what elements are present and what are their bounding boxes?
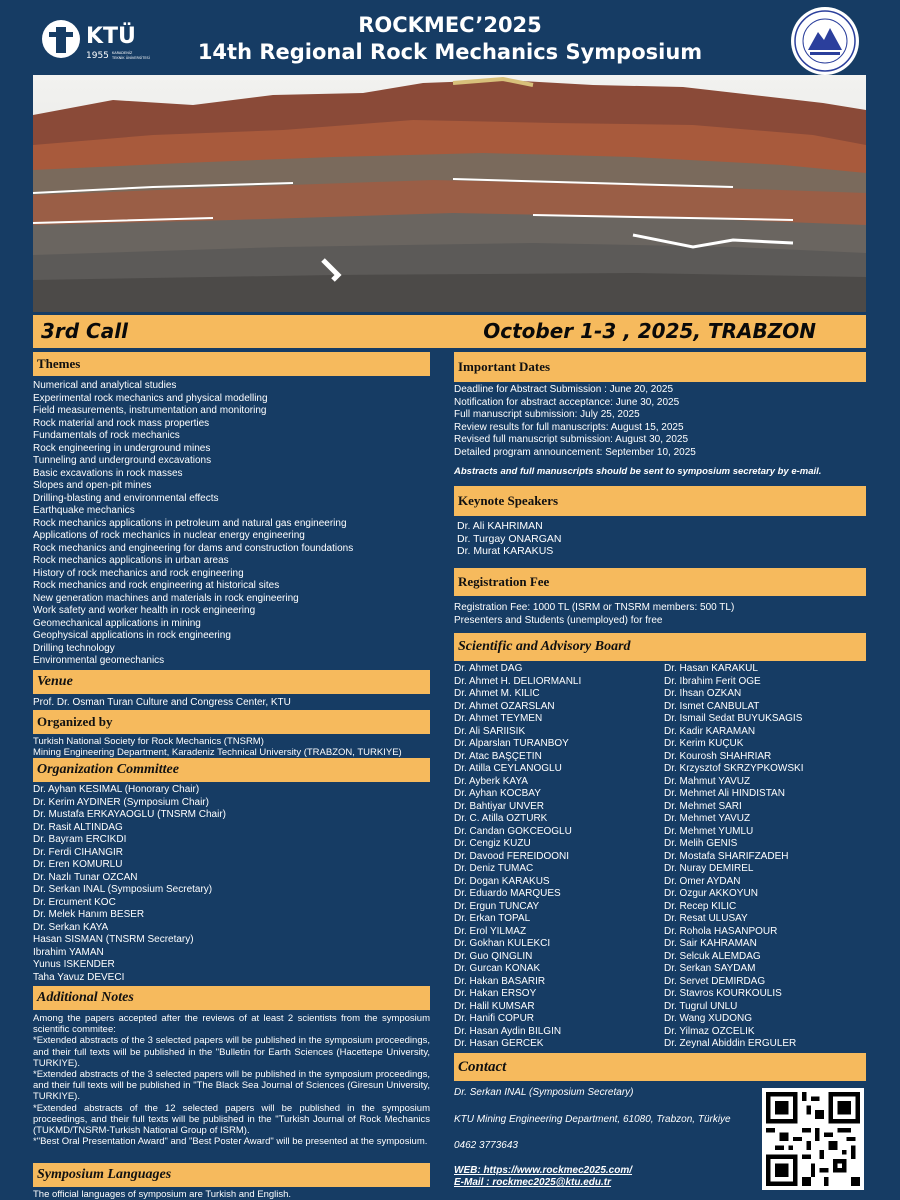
keynote-heading: Keynote Speakers	[454, 486, 866, 516]
board-member: Dr. Hanifi COPUR	[454, 1013, 535, 1024]
notes-heading: Additional Notes	[33, 986, 430, 1010]
note-paragraph: *"Best Oral Presentation Award" and "Best Poster Award" will be presented at the symposium.	[33, 1136, 428, 1148]
theme-item: Earthquake mechanics	[33, 505, 135, 516]
board-member: Dr. Mostafa SHARIFZADEH	[664, 850, 789, 862]
date-item: Deadline for Abstract Submission : June 20, 2025	[454, 384, 674, 395]
board-member: Dr. Kadir KARAMAN	[664, 725, 756, 737]
committee-list	[33, 784, 430, 984]
board-column-1	[454, 663, 664, 1051]
board-member: Dr. Erol YILMAZ	[454, 925, 527, 937]
languages-text: The official languages of symposium are Turkish and English.	[33, 1189, 292, 1200]
fee-section	[454, 568, 866, 627]
call-banner	[33, 315, 866, 348]
contact-heading: Contact	[454, 1053, 866, 1081]
venue-text: Prof. Dr. Osman Turan Culture and Congress Center, KTU	[33, 697, 291, 708]
website-link[interactable]: WEB: https://www.rockmec2025.com/	[454, 1164, 633, 1176]
board-member: Dr. Ismail Sedat BUYUKSAGIS	[664, 713, 803, 724]
board-member: Dr. Kerim KUÇUK	[664, 738, 744, 749]
title-line2: 14th Regional Rock Mechanics Symposium	[197, 40, 703, 64]
theme-item: Geomechanical applications in mining	[33, 617, 201, 629]
theme-item: Rock mechanics applications in petroleum and natural gas engineering	[33, 517, 347, 529]
board-section	[454, 633, 866, 1049]
committee-member: Hasan SISMAN (TNSRM Secretary)	[33, 934, 194, 945]
board-member: Dr. Ozgur AKKOYUN	[664, 888, 758, 899]
keynote-speaker: Dr. Turgay ONARGAN	[457, 532, 562, 545]
fee-line: Registration Fee: 1000 TL (ISRM or TNSRM members: 500 TL)	[454, 602, 735, 613]
organizer-line: Mining Engineering Department, Karadeniz Technical University (TRABZON, TURKIYE)	[33, 747, 402, 759]
board-member: Dr. Ahmet TEYMEN	[454, 713, 543, 724]
theme-item: Tunneling and underground excavations	[33, 455, 212, 466]
board-member: Dr. Hasan Aydin BILGIN	[454, 1025, 562, 1037]
committee-member: Dr. Nazlı Tunar OZCAN	[33, 871, 138, 883]
page-title	[0, 12, 900, 66]
board-member: Dr. Hakan ERSOY	[454, 988, 537, 999]
languages-heading: Symposium Languages	[33, 1163, 430, 1187]
keynote-speaker: Dr. Ali KAHRIMAN	[457, 520, 543, 532]
contact-phone: 0462 3773643	[454, 1140, 518, 1151]
theme-item: Rock mechanics and engineering for dams and construction foundations	[33, 542, 354, 554]
board-member: Dr. Atac BAŞÇETIN	[454, 750, 542, 762]
board-member: Dr. Selcuk ALEMDAG	[664, 950, 761, 962]
committee-member: Dr. Serkan INAL (Symposium Secretary)	[33, 884, 213, 895]
board-member: Dr. Tugrul UNLU	[664, 1000, 738, 1012]
board-member: Dr. Servet DEMIRDAG	[664, 975, 766, 987]
note-paragraph: *Extended abstracts of the 12 selected papers will be published in the symposium proceedings, and their full texts will be published in the "Turkish Journal of Rock Mechanics (TUKMD/TNSRM-Turkish National Group of ISRM).	[33, 1102, 430, 1137]
dates-note: Abstracts and full manuscripts should be sent to symposium secretary by e-mail.	[454, 466, 822, 477]
board-member: Dr. Rohola HASANPOUR	[664, 925, 778, 937]
theme-item: Geophysical applications in rock engineering	[33, 630, 231, 641]
board-member: Dr. Omer AYDAN	[664, 875, 741, 887]
board-member: Dr. Sair KAHRAMAN	[664, 938, 757, 949]
board-column-2	[664, 663, 866, 1051]
keynote-section	[454, 486, 866, 558]
theme-item: Drilling technology	[33, 642, 115, 654]
board-member: Dr. Wang XUDONG	[664, 1013, 752, 1024]
board-member: Dr. C. Atilla OZTURK	[454, 813, 548, 824]
theme-item: Drilling-blasting and environmental effects	[33, 492, 219, 504]
board-member: Dr. Hakan BASARIR	[454, 975, 546, 987]
board-member: Dr. Deniz TUMAC	[454, 863, 534, 874]
committee-member: Dr. Mustafa ERKAYAOGLU (TNSRM Chair)	[33, 809, 226, 820]
board-member: Dr. Ahmet M. KILIC	[454, 688, 540, 699]
logo-sub2: TEKNİK ÜNİVERSİTESİ	[112, 56, 150, 60]
board-member: Dr. Ali SARIISIK	[454, 725, 526, 737]
organized-section	[33, 710, 430, 758]
theme-item: Rock mechanics applications in urban areas	[33, 555, 229, 566]
venue-section	[33, 670, 430, 710]
board-member: Dr. Serkan SAYDAM	[664, 963, 756, 974]
theme-item: Field measurements, instrumentation and monitoring	[33, 405, 267, 416]
board-member: Dr. Kourosh SHAHRIAR	[664, 750, 772, 762]
board-member: Dr. Zeynal Abiddin ERGULER	[664, 1038, 797, 1049]
note-paragraph: *Extended abstracts of the 3 selected papers will be published in the symposium proceedings, and their full texts will be published in "The Black Sea Journal of Sciences (Giresun University, TURKIYE).	[33, 1069, 430, 1103]
committee-section	[33, 758, 430, 984]
board-member: Dr. Atilla CEYLANOGLU	[454, 763, 562, 774]
theme-item: Rock mechanics and rock engineering at historical sites	[33, 580, 280, 591]
board-member: Dr. Gurcan KONAK	[454, 963, 541, 974]
board-member: Dr. Hasan GERCEK	[454, 1038, 544, 1049]
contact-name: Dr. Serkan INAL (Symposium Secretary)	[454, 1087, 634, 1098]
board-member: Dr. Hasan KARAKUL	[664, 663, 758, 674]
board-member: Dr. Recep KILIC	[664, 900, 737, 912]
board-member: Dr. Krzysztof SKRZYPKOWSKI	[664, 763, 804, 774]
committee-member: Dr. Melek Hanım BESER	[33, 909, 145, 920]
themes-section	[33, 352, 430, 668]
venue-heading: Venue	[33, 670, 430, 694]
board-member: Dr. Yilmaz OZCELIK	[664, 1025, 755, 1037]
dates-list	[454, 384, 866, 459]
notes-text	[33, 1013, 430, 1147]
committee-member: Dr. Ferdi CIHANGIR	[33, 846, 124, 858]
board-member: Dr. Ayhan KOCBAY	[454, 788, 541, 799]
qr-code-icon[interactable]	[762, 1088, 864, 1190]
quarry-photo	[33, 75, 866, 312]
society-seal-icon	[790, 6, 860, 76]
organizer-line: Turkish National Society for Rock Mechanics (TNSRM)	[33, 736, 264, 747]
board-member: Dr. Mahmut YAVUZ	[664, 775, 751, 787]
board-member: Dr. Ahmet OZARSLAN	[454, 700, 555, 712]
board-member: Dr. Mehmet Ali HINDISTAN	[664, 788, 785, 799]
date-item: Revised full manuscript submission: August 30, 2025	[454, 434, 689, 445]
board-member: Dr. Mehmet SARI	[664, 800, 742, 812]
board-member: Dr. Nuray DEMIREL	[664, 863, 754, 874]
committee-member: Dr. Eren KOMURLU	[33, 859, 123, 870]
board-member: Dr. Davood FEREIDOONI	[454, 850, 570, 862]
theme-item: Rock engineering in underground mines	[33, 442, 211, 454]
board-member: Dr. Bahtiyar UNVER	[454, 800, 545, 812]
themes-list	[33, 380, 430, 668]
board-member: Dr. Stavros KOURKOULIS	[664, 988, 782, 999]
board-member: Dr. Eduardo MARQUES	[454, 888, 561, 899]
title-line1: ROCKMEC’2025	[358, 13, 542, 37]
dates-heading: Important Dates	[454, 352, 866, 382]
theme-item: New generation machines and materials in rock engineering	[33, 592, 299, 604]
fee-line: Presenters and Students (unemployed) for free	[454, 614, 663, 626]
committee-member: Yunus ISKENDER	[33, 959, 115, 970]
committee-member: Dr. Ercument KOC	[33, 896, 116, 908]
fee-heading: Registration Fee	[454, 568, 866, 596]
theme-item: History of rock mechanics and rock engineering	[33, 567, 244, 579]
committee-member: Dr. Kerim AYDINER (Symposium Chair)	[33, 796, 209, 808]
board-member: Dr. Melih GENIS	[664, 838, 738, 849]
theme-item: Experimental rock mechanics and physical modelling	[33, 392, 268, 404]
theme-item: Applications of rock mechanics in nuclear energy engineering	[33, 530, 305, 541]
board-member: Dr. Erkan TOPAL	[454, 913, 531, 924]
board-member: Dr. Dogan KARAKUS	[454, 875, 550, 887]
theme-item: Rock material and rock mass properties	[33, 417, 210, 429]
board-member: Dr. Ismet CANBULAT	[664, 700, 760, 712]
theme-item: Work safety and worker health in rock engineering	[33, 605, 256, 616]
logo-text: KTÜ	[86, 24, 136, 49]
date-item: Notification for abstract acceptance: June 30, 2025	[454, 396, 680, 408]
board-member: Dr. Ibrahim Ferit OGE	[664, 675, 761, 687]
organized-heading: Organized by	[33, 710, 430, 734]
committee-member: Dr. Serkan KAYA	[33, 921, 109, 933]
board-member: Dr. Candan GOKCEOGLU	[454, 825, 572, 837]
date-item: Review results for full manuscripts: August 15, 2025	[454, 421, 684, 433]
date-item: Full manuscript submission: July 25, 2025	[454, 409, 640, 420]
note-paragraph: *Extended abstracts of the 3 selected papers will be published in the symposium proceedings, and their full texts will be published in the "Bulletin for Earth Sciences (Hacettepe University, TURKIYE).	[33, 1035, 430, 1069]
board-member: Dr. Ihsan OZKAN	[664, 688, 742, 699]
board-member: Dr. Mehmet YAVUZ	[664, 813, 751, 824]
committee-member: Dr. Ayhan KESIMAL (Honorary Chair)	[33, 784, 200, 795]
event-date-location: October 1-3 , 2025, TRABZON	[483, 319, 816, 343]
logo-sub1: KARADENİZ	[112, 51, 133, 55]
board-member: Dr. Cengiz KUZU	[454, 838, 531, 849]
note-paragraph: Among the papers accepted after the reviews of at least 2 scientists from the symposium scientific commitee:	[33, 1013, 430, 1036]
board-member: Dr. Ahmet H. DELIORMANLI	[454, 675, 582, 687]
email-link[interactable]: E-Mail : rockmec2025@ktu.edu.tr	[454, 1177, 612, 1188]
board-member: Dr. Alparslan TURANBOY	[454, 738, 569, 749]
keynote-speaker: Dr. Murat KARAKUS	[457, 545, 554, 557]
dates-section	[454, 352, 866, 479]
committee-member: Taha Yavuz DEVECI	[33, 971, 125, 983]
board-member: Dr. Gokhan KULEKCI	[454, 938, 551, 949]
date-item: Detailed program announcement: September 10, 2025	[454, 446, 696, 458]
call-number: 3rd Call	[41, 319, 128, 343]
committee-member: Dr. Rasit ALTINDAG	[33, 821, 123, 833]
theme-item: Slopes and open-pit mines	[33, 480, 152, 491]
committee-member: Ibrahim YAMAN	[33, 946, 104, 958]
themes-heading: Themes	[33, 352, 430, 376]
board-heading: Scientific and Advisory Board	[454, 633, 866, 661]
board-member: Dr. Ayberk KAYA	[454, 775, 528, 787]
board-member: Dr. Ahmet DAG	[454, 663, 523, 674]
theme-item: Numerical and analytical studies	[33, 380, 177, 391]
board-member: Dr. Guo QINGLIN	[454, 950, 533, 962]
board-member: Dr. Ergun TUNCAY	[454, 900, 540, 912]
theme-item: Fundamentals of rock mechanics	[33, 430, 180, 441]
board-member: Dr. Mehmet YUMLU	[664, 825, 754, 837]
board-member: Dr. Resat ULUSAY	[664, 913, 748, 924]
notes-section	[33, 986, 430, 1147]
theme-item: Environmental geomechanics	[33, 655, 165, 666]
board-member: Dr. Halil KUMSAR	[454, 1000, 535, 1012]
languages-section	[33, 1163, 430, 1200]
committee-heading: Organization Committee	[33, 758, 430, 782]
committee-member: Dr. Bayram ERCIKDI	[33, 834, 127, 845]
logo-year: 1955	[86, 51, 109, 61]
contact-address: KTU Mining Engineering Department, 61080, Trabzon, Türkiye	[454, 1113, 731, 1125]
keynote-list	[454, 520, 866, 558]
theme-item: Basic excavations in rock masses	[33, 467, 183, 479]
